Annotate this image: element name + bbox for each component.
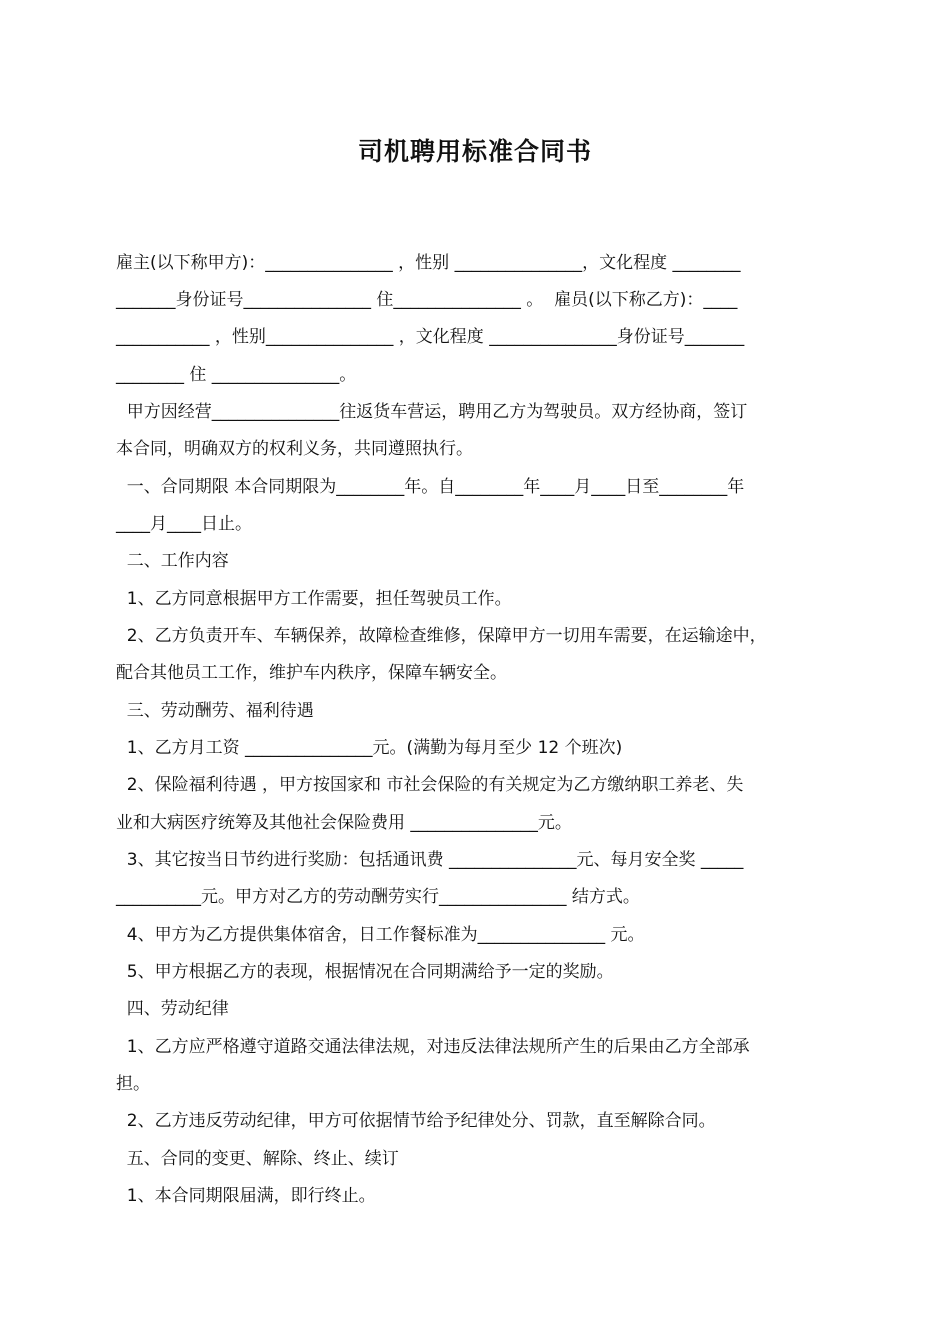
text-line: 1、乙方同意根据甲方工作需要，担任驾驶员工作。 — [116, 589, 512, 609]
section-heading: 三、劳动酬劳、福利待遇 — [116, 701, 314, 721]
text-line: 5、甲方根据乙方的表现，根据情况在合同期满给予一定的奖励。 — [116, 962, 614, 982]
text-line: 雇主(以下称甲方)：_______________ ，性别 _______________，文化程度 ________ — [116, 253, 741, 273]
text-line: 4、甲方为乙方提供集体宿舍，日工作餐标准为_______________ 元。 — [116, 925, 645, 945]
text-line: 2、乙方负责开车、车辆保养，故障检查维修，保障甲方一切用车需要，在运输途中， — [116, 626, 767, 646]
text-line: 3、其它按当日节约进行奖励：包括通讯费 _______________元、每月安全奖 _____ — [116, 850, 744, 870]
section-heading: 二、工作内容 — [116, 551, 229, 571]
document-title: 司机聘用标准合同书 — [357, 137, 592, 166]
text-line: 2、乙方违反劳动纪律，甲方可依据情节给予纪律处分、罚款，直至解除合同。 — [116, 1111, 716, 1131]
text-line: ________ 住 _______________。 — [116, 365, 357, 385]
text-line: 一、合同期限 本合同期限为________年。自________年____月____日至________年 — [116, 477, 745, 497]
text-line: 1、乙方月工资 _______________元。(满勤为每月至少 12 个班次) — [116, 738, 623, 758]
text-line: 担。 — [116, 1074, 150, 1094]
text-line: 本合同，明确双方的权利义务，共同遵照执行。 — [116, 439, 473, 459]
text-line: ____月____日止。 — [116, 514, 252, 534]
section-heading: 五、合同的变更、解除、终止、续订 — [116, 1149, 399, 1169]
text-line: ___________ ，性别_______________ ，文化程度 _______________身份证号_______ — [116, 327, 745, 347]
text-line: _______身份证号_______________ 住_______________ 。 雇员(以下称乙方)：____ — [116, 290, 738, 310]
text-line: 配合其他员工工作，维护车内秩序，保障车辆安全。 — [116, 663, 507, 683]
section-heading: 四、劳动纪律 — [116, 999, 229, 1019]
text-line: 2、保险福利待遇 ，甲方按国家和 市社会保险的有关规定为乙方缴纳职工养老、失 — [116, 775, 744, 795]
text-line: __________元。甲方对乙方的劳动酬劳实行_______________ 结方式。 — [116, 887, 640, 907]
text-line: 业和大病医疗统筹及其他社会保险费用 _______________元。 — [116, 813, 572, 833]
text-line: 甲方因经营_______________往返货车营运，聘用乙方为驾驶员。双方经协商，签订 — [116, 402, 748, 422]
text-line: 1、本合同期限届满，即行终止。 — [116, 1186, 376, 1206]
text-line: 1、乙方应严格遵守道路交通法律法规，对违反法律法规所产生的后果由乙方全部承 — [116, 1037, 750, 1057]
